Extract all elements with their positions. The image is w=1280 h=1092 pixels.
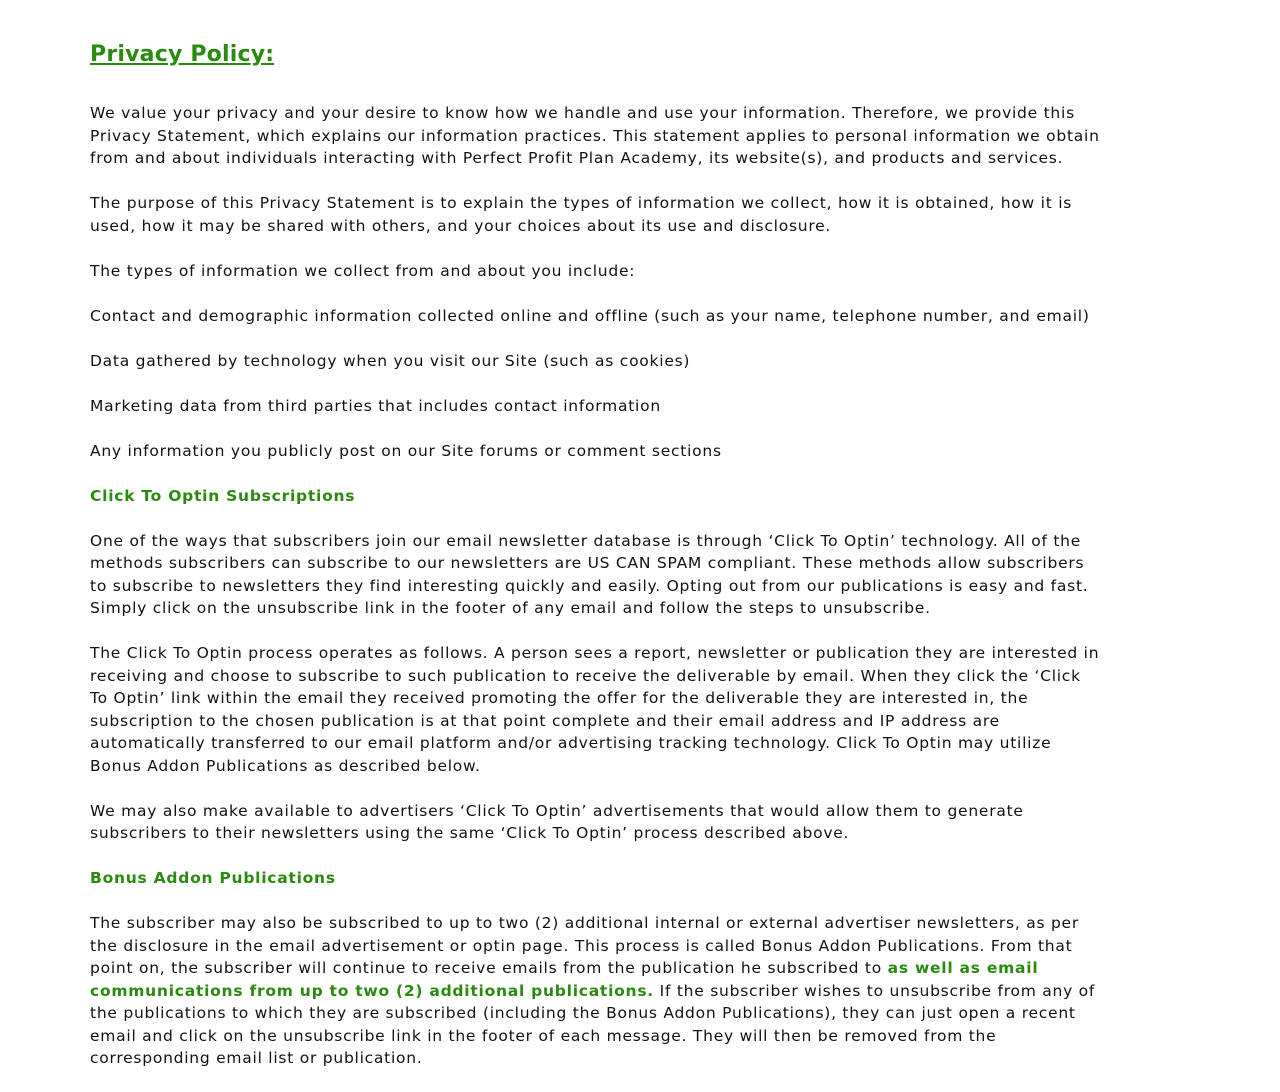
types-intro-paragraph: The types of information we collect from and about you include:	[90, 261, 636, 280]
type-contact-item: Contact and demographic information collected online and offline (such as your name, telephone number, and email)	[90, 306, 1090, 325]
intro-paragraph: We value your privacy and your desire to know how we handle and use your information. Therefore, we provide this Privacy Statement, which explains our information practices. This statement applies to personal information we obtain from and about individuals interacting with Perfect Profit Plan Academy, its website(s), and products and services.	[90, 104, 1100, 167]
bonus-text-part-1: The subscriber may also be subscribed to up to two (2) additional internal or external advertiser newsletters, as per the disclosure in the email advertisement or optin page. This process is called Bonus Addon Publications. From that point on, the subscriber will continue to receive emails from the publication he subscribed to	[90, 914, 1079, 977]
optin-paragraph-3: We may also make available to advertisers ‘Click To Optin’ advertisements that would allow them to generate subscribers to their newsletters using the same ‘Click To Optin’ process described above.	[90, 801, 1024, 842]
type-technology-item: Data gathered by technology when you visit our Site (such as cookies)	[90, 351, 691, 370]
privacy-policy-document	[90, 38, 1100, 1092]
type-public-item: Any information you publicly post on our Site forums or comment sections	[90, 441, 722, 460]
page-title: Privacy Policy:	[90, 42, 275, 67]
purpose-paragraph: The purpose of this Privacy Statement is to explain the types of information we collect, how it is obtained, how it is used, how it may be shared with others, and your choices about its use and disclosure.	[90, 194, 1073, 235]
type-marketing-item: Marketing data from third parties that includes contact information	[90, 396, 661, 415]
optin-paragraph-1: One of the ways that subscribers join our email newsletter database is through ‘Click To Optin’ technology. All of the methods subscribers can subscribe to our newsletters are US CAN SPAM compliant. These methods allow subscribers to subscribe to newsletters they find interesting quickly and easily. Opting out from our publications is easy and fast. Simply click on the unsubscribe link in the footer of any email and follow the steps to unsubscribe.	[90, 531, 1089, 617]
optin-paragraph-2: The Click To Optin process operates as follows. A person sees a report, newsletter or publication they are interested in receiving and choose to subscribe to such publication to receive the deliverable by email. When they click the ‘Click To Optin’ link within the email they received promoting the offer for the deliverable they are interested in, the subscription to the chosen publication is at that point complete and their email address and IP address are automatically transferred to our email platform and/or advertising tracking technology. Click To Optin may utilize Bonus Addon Publications as described below.	[90, 644, 1100, 775]
section-heading-click-to-optin: Click To Optin Subscriptions	[90, 486, 356, 505]
section-heading-bonus-addon: Bonus Addon Publications	[90, 869, 336, 887]
bonus-addon-paragraph	[90, 912, 1100, 1070]
bonus-highlight-text: as well as email communications from up to two (2) additional publications.	[90, 959, 1039, 1000]
bonus-text-part-2: If the subscriber wishes to unsubscribe from any of the publications to which they are subscribed (including the Bonus Addon Publications), they can just open a recent email and click on the unsubscribe link in the footer of each message. They will then be removed from the corresponding email list or publication.	[90, 981, 1096, 1067]
